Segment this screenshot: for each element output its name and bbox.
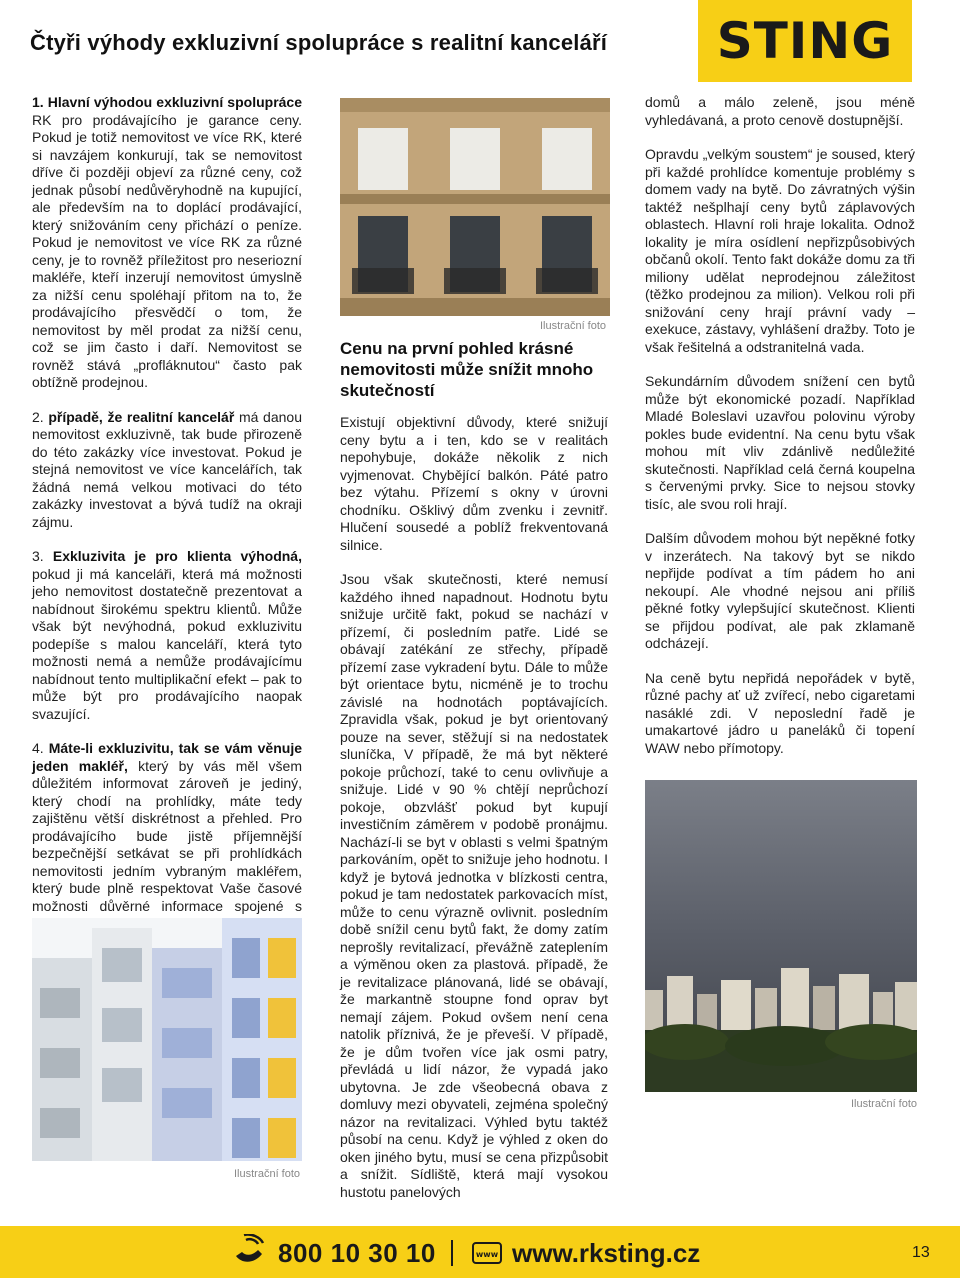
paragraph-4 bbox=[32, 740, 302, 933]
city-photo bbox=[645, 780, 917, 1092]
logo-text: STING bbox=[716, 12, 894, 70]
paragraph-2-body: má danou nemovitost exkluzivně, tak bude přirozeně do této zakázky více investovat. Pokud je stejná nemovitost ve více kancelářích, tak žádná nemá velkou motivaci do této zakázky investovat a bývá tudíž na okraji zájmu. bbox=[32, 408, 302, 530]
facade-photo bbox=[340, 98, 610, 316]
paragraph-r1: domů a málo zeleně, jsou méně vyhledávaná, a proto cenově dostupnější. bbox=[645, 94, 915, 128]
paragraph-3-lead: Exkluzivita je pro klienta výhodná, bbox=[52, 548, 302, 564]
city-photo-caption: Ilustrační foto bbox=[851, 1098, 918, 1110]
paragraph-1-lead: 1. Hlavní výhodou exkluzivní spolupráce bbox=[32, 94, 302, 110]
paragraph-r5: Na ceně bytu nepřidá nepořádek v bytě, různé pachy ať už zvířecí, nebo cigaretami nasáklé zdi. V neposlední řadě je umakartové jádro u paneláků či topení WAW nebo přímotopy. bbox=[645, 669, 915, 756]
paragraph-3 bbox=[32, 548, 302, 723]
paragraph-3-body: pokud ji má kanceláři, která má možnosti jeho nemovitost dostatečně prezentovat a nabídnout širokému spektru klientů. Může však být nevýhodná, pokud exkluzivitu podepíše s malou kanceláří, která tyto možnosti nemá a nemůže prodávajícímu nabídnout tento multiplikační efekt – pak to může být pro prodávajícího naopak svazující. bbox=[32, 565, 302, 722]
paragraph-m1: Existují objektivní důvody, které snižují ceny bytu a i ten, kdo se v realitách nepohybuje, dokáže několik z nich vyjmenovat. Chybějící balkón. Páté patro bez výtahu. Přízemí s okny v úrovni chodníku. Ošklivý dům zvenku i zevnitř. Hlučení sousedé a poblíž frekventovaná silnice. bbox=[340, 414, 608, 553]
column-middle bbox=[340, 414, 608, 1218]
www-icon bbox=[472, 1240, 502, 1266]
paragraph-2-number: 2. bbox=[32, 408, 49, 425]
paragraph-m2: Jsou však skutečnosti, které nemusí každého ihned napadnout. Hodnotu bytu snižuje určitě fakt, pokud se nachází v přízemí, či posledním patře. Lidé se obávají zatékání ze střechy, případě přízemí zase vykradení bytu. Dále to může být orientace bytu, nicméně je to trochu závislé na hodnotách poptávajících. Zpravidla však, pokud je byt orientovaný pouze na sever, stěžují si na nedostatek sluníčka, V případě, že má byt některé pokoje průchozí, také to cenu ovlivňuje a snižuje. Lidé v 90 % chtějí neprůchozí pokoje, obzvlášť pokud byt kupují investičním záměrem v podobě pronájmu. Nachází-li se byt v oblasti s velmi špatným parkováním, opět to snižuje jeho hodnotu. I když je bytová jednotka v blízkosti centra, pokud je tam nedostatek parkovacích míst, může to cenu výrazně ovlivnit. posledním době snížil cenu bytů fakt, že domy zatím neprošly revitalizací, převážně zateplením a výměnou oken za plastová. případě, že je revitalizace plánovaná, lidé se obávají, že markantně stoupne fond oprav byt nemají zájem. Pokud ovšem není cena natolik příznivá, že je převeší. V případě, že je dům tvořen více jak osmi patry, převládá u lidí názor, že vypadá jako ubytovna. Je zde všeobecná obava z domluvy mezi obyvateli, zejména společný názor na revitalizaci. Výhled bytu taktéž působí na cenu. Když je výhled z oken do oken jiného bytu, musí se cena přizpůsobit a snížit. Sídliště, která mají vysokou hustotu panelových bbox=[340, 571, 608, 1200]
brand-logo bbox=[698, 0, 912, 82]
paragraph-1-body: RK pro prodávajícího je garance ceny. Pokud je totiž nemovitost ve více RK, které si navzájem konkurují, tak se nemovitost dříve či později objeví za různé ceny, což jednak působí nedůvěryhodně na kupující, ale především na to doplácí prodávající, který snižováním ceny přichází o peníze. Pokud je nemovitost ve více RK za různé ceny, je to rovněž příležitost pro neseriozní makléře, kteří inzerují nemovitost úmyslně za nižší cenu spoléhají přitom na to, že prodávajícího přesvědčí o tom, že nemovitost by měl prodat za nižší cenu, což se jim často i daří. Nemovitost se rovněž stává „profláknutou“ často pak obtížně prodejnou. bbox=[32, 111, 302, 390]
paragraph-4-number: 4. bbox=[32, 740, 49, 756]
paragraph-r3: Sekundárním důvodem snížení cen bytů může být ekonomické pozadí. Například Mladé Boleslavi uzavřou polovinu výroby pokles bude evidentní. Na cenu bytu však mohou mít vliv zdánlivě nedůležité skutečnosti. Například celá černá koupelna s červenými prvky. Sice to nejsou stovky tisíc, ale svou roli hrají. bbox=[645, 373, 915, 512]
page-number: 13 bbox=[912, 1244, 930, 1261]
apartment-photo-caption: Ilustrační foto bbox=[234, 1168, 301, 1180]
apartment-photo bbox=[32, 918, 302, 1161]
paragraph-4-body: který by vás měl všem důležitém informovat zároveň je jediný, který chodí na prohlídky, máte tedy zajištěnu větší diskrétnost a přehled. Pro prodávajícího bude jistě příjemnější bezpečnější setkávat se při prohlídkách nemovitosti jedním vybraným makléřem, který bude plně respektovat Vaše časové možnosti důvěrné informace spojené s bbox=[32, 757, 302, 914]
paragraph-3-number: 3. bbox=[32, 548, 53, 564]
facade-photo-caption: Ilustrační foto bbox=[540, 320, 607, 332]
column-left bbox=[32, 94, 302, 950]
footer-website-link[interactable]: www.rksting.cz bbox=[512, 1238, 701, 1268]
page-title: Čtyři výhody exkluzivní spolupráce s realitní kanceláří bbox=[30, 30, 608, 55]
phone-icon bbox=[232, 1234, 268, 1271]
paragraph-r2: Opravdu „velkým soustem“ je soused, který při každé prohlídce komentuje problémy s domem vady na bytě. Do závratných výšin taktéž nešplhají ceny bytů záplavových oblastech. Hlavní roli hraje lokalita. Odnož lokality je míra osídlení nepřizpůsobivých občanů okolí. Tento fakt dokáže domu za tři miliony udělat neprodejnou záležitost (těžko prodejnou za milion). Velkou roli při snižování ceny hrají právní vady – exekuce, zástavy, vyhlášení dražby. Toto je však řešitelná a odstranitelná vada. bbox=[645, 146, 915, 355]
paragraph-2-lead: případě, že realitní kancelář bbox=[48, 408, 235, 425]
paragraph-1 bbox=[32, 94, 302, 392]
paragraph-r4: Dalším důvodem mohou být nepěkné fotky v inzerátech. Na takový byt se nikdo nepřijde podívat a tím pádem ho ani nekoupí. Ale vhodné nejsou ani příliš pěkné fotky vylepšující skutečnost. Klienti se přijdou podívat, ale pak zklamaně odcházejí. bbox=[645, 530, 915, 651]
column-right bbox=[645, 94, 915, 774]
section-subheading: Cenu na první pohled krásné nemovitosti může snížit mnoho skutečností bbox=[340, 339, 594, 400]
www-badge-text: www bbox=[475, 1250, 499, 1259]
footer-phone[interactable]: 800 10 30 10 bbox=[278, 1238, 436, 1268]
paragraph-2 bbox=[32, 409, 302, 532]
footer-divider bbox=[451, 1240, 453, 1266]
paragraph-4-lead: Máte-li exkluzivitu, tak se vám věnuje jeden makléř, bbox=[32, 740, 302, 774]
